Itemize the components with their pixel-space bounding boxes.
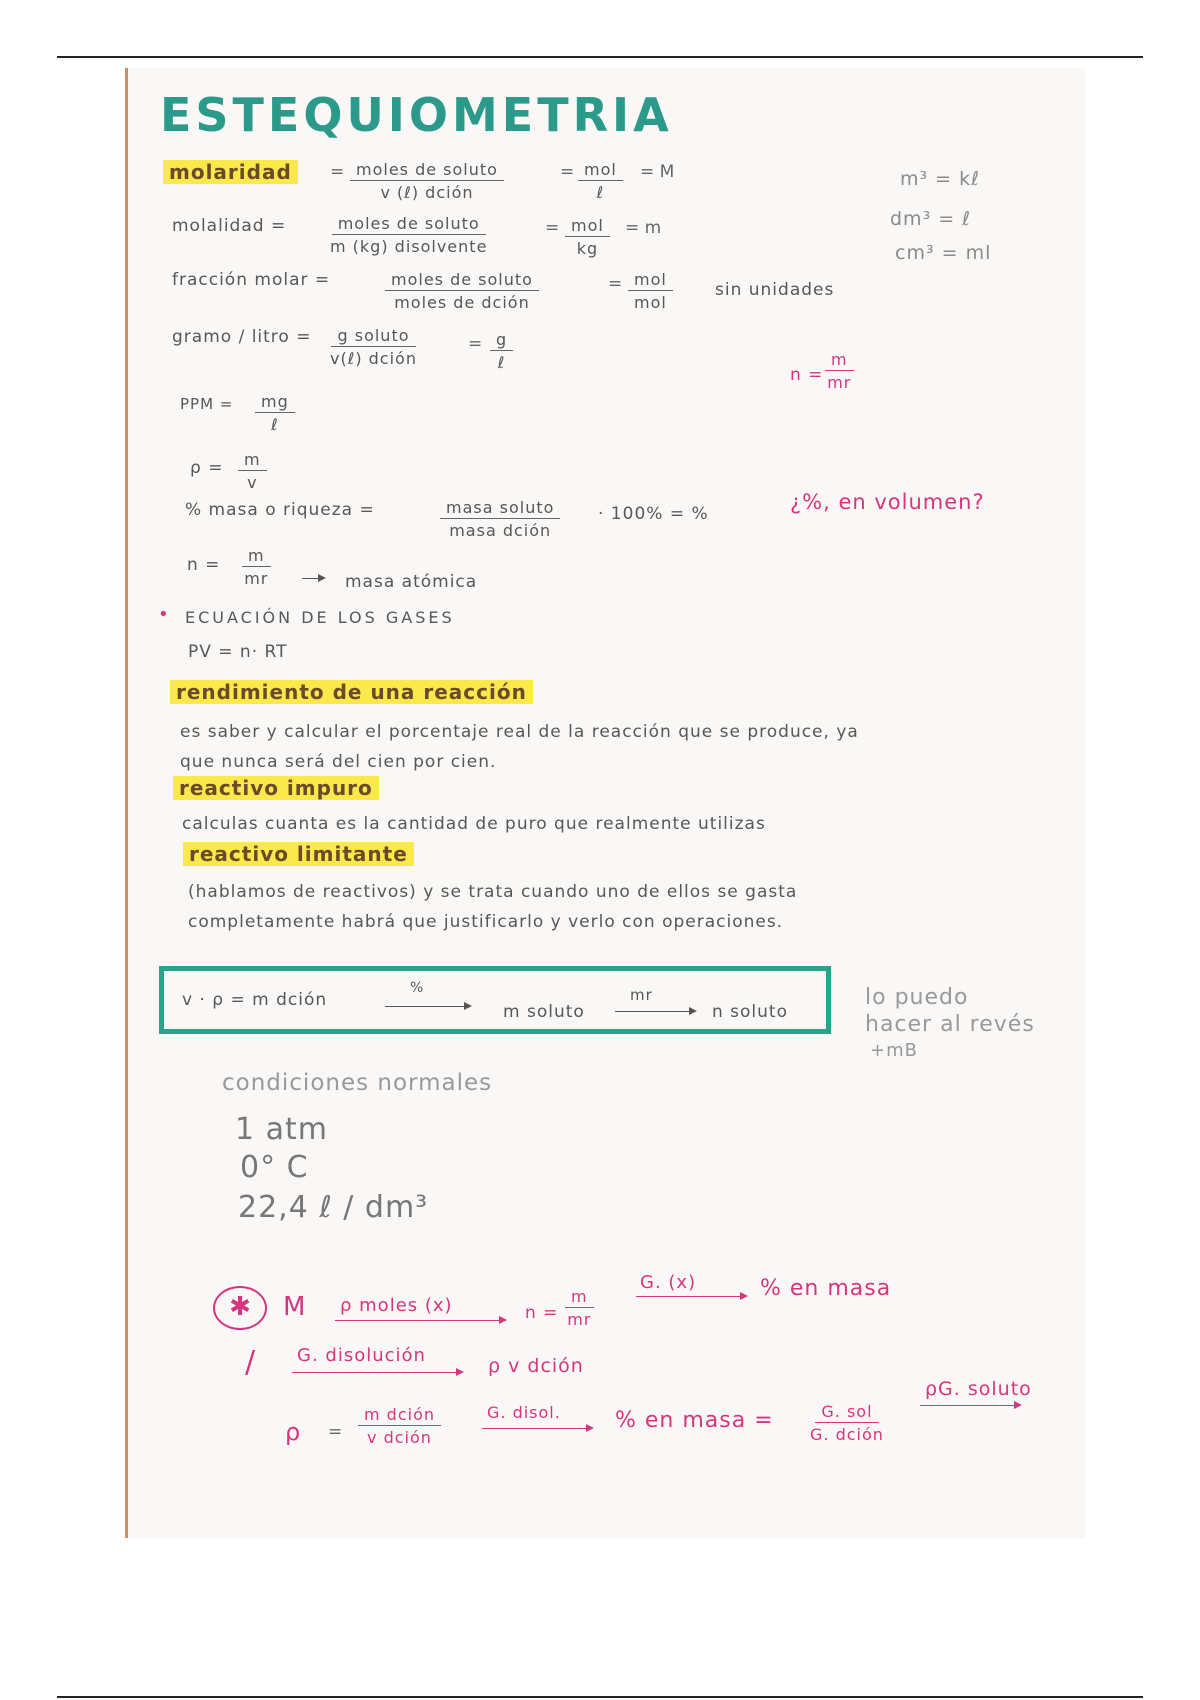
- densidad-label: ρ =: [190, 458, 224, 478]
- fraccion-fraction: moles de soluto moles de dción: [385, 270, 539, 312]
- arrow: [636, 1296, 746, 1297]
- unit-m3: m³ = kℓ: [900, 168, 980, 190]
- limitante-line1: (hablamos de reactivos) y se trata cuando uno de ellos se gasta: [188, 882, 798, 902]
- star-M: M: [283, 1292, 307, 1322]
- condiciones-heading: condiciones normales: [222, 1070, 493, 1096]
- rendimiento-line2: que nunca será del cien por cien.: [180, 752, 497, 772]
- fraccion-unit: mol mol: [628, 270, 673, 312]
- gases-formula: PV = n· RT: [188, 642, 288, 662]
- gases-heading: ECUACIÓN DE LOS GASES: [185, 608, 455, 627]
- molalidad-label: molalidad =: [172, 216, 287, 236]
- gramo-litro-label: gramo / litro =: [172, 327, 312, 347]
- arrow: [385, 1006, 470, 1007]
- bottom-rule: [57, 1696, 1143, 1698]
- star-rho: ρ: [285, 1418, 302, 1446]
- arrow: [920, 1405, 1020, 1406]
- equals: =: [328, 1422, 343, 1442]
- star-arrow1-label: ρ moles (x): [340, 1295, 453, 1316]
- riqueza-label: % masa o riqueza =: [185, 500, 375, 520]
- arrow: [302, 578, 324, 579]
- equals: =: [608, 274, 623, 294]
- star-rho-v: ρ v dción: [488, 1355, 584, 1377]
- star-slash: /: [245, 1345, 257, 1380]
- star-n-fraction: $\frac{m}{mr}$: [565, 1287, 594, 1329]
- riqueza-tail: · 100% = %: [598, 504, 709, 524]
- arrow: [292, 1372, 462, 1373]
- ppm-label: PPM =: [180, 395, 234, 413]
- gramo-litro-unit: g ℓ: [490, 330, 513, 372]
- molaridad-fraction: moles de soluto v (ℓ) dción: [350, 160, 504, 202]
- equals: =: [545, 218, 560, 238]
- star-arrow4-label: G. disol.: [487, 1403, 561, 1422]
- arrow: [335, 1320, 505, 1321]
- star-pct2: % en masa =: [615, 1408, 774, 1433]
- gramo-litro-fraction: g soluto v(ℓ) dción: [330, 326, 417, 368]
- densidad-fraction: $\frac{m}{v}$: [238, 450, 267, 492]
- limitante-heading: reactivo limitante: [183, 842, 414, 866]
- riqueza-question: ¿%, en volumen?: [790, 490, 985, 514]
- star-arrow3-label: G. disolución: [297, 1345, 426, 1366]
- star-rho-fraction: m dción v dción: [358, 1405, 441, 1447]
- condiciones-line1: 1 atm: [235, 1112, 328, 1147]
- molaridad-unit: mol ℓ: [578, 160, 623, 202]
- riqueza-fraction: masa soluto masa dción: [440, 498, 560, 540]
- side-note-line3: +mB: [870, 1040, 918, 1061]
- fraccion-tail: sin unidades: [715, 280, 835, 300]
- bullet: •: [158, 604, 170, 625]
- impuro-line1: calculas cuanta es la cantidad de puro que realmente utilizas: [182, 814, 766, 834]
- unit-cm3: cm³ = ml: [895, 242, 992, 264]
- box-end: n soluto: [712, 1002, 788, 1022]
- n-masa-fraction: $\frac{m}{mr}$: [242, 546, 271, 588]
- box-start: v · ρ = m dción: [182, 990, 328, 1010]
- n-masa-tail: masa atómica: [345, 572, 478, 592]
- top-rule: [57, 56, 1143, 58]
- side-note-line1: lo puedo: [865, 985, 969, 1010]
- fraccion-label: fracción molar =: [172, 270, 331, 290]
- molaridad-label: molaridad: [163, 160, 298, 184]
- arrow: [482, 1428, 592, 1429]
- ppm-fraction: mg ℓ: [255, 392, 295, 434]
- star-pct-fraction: G. sol G. dción: [810, 1402, 884, 1444]
- star-arrow2-label: G. (x): [640, 1272, 697, 1293]
- equals: =: [560, 162, 575, 182]
- box-arrow1-label: %: [410, 980, 425, 996]
- unit-dm3: dm³ = ℓ: [890, 208, 972, 230]
- molaridad-symbol: = M: [640, 162, 675, 182]
- box-arrow2-label: mr: [630, 986, 653, 1004]
- star-n-lhs: n =: [525, 1303, 559, 1323]
- arrow: [615, 1011, 695, 1012]
- condiciones-line2: 0° C: [240, 1150, 309, 1185]
- side-note-line2: hacer al revés: [865, 1012, 1035, 1037]
- molalidad-unit: mol kg: [565, 216, 610, 258]
- star-pct1: % en masa: [760, 1276, 892, 1301]
- n-right-lhs: n =: [790, 365, 824, 385]
- rendimiento-line1: es saber y calcular el porcentaje real de la reacción que se produce, ya: [180, 722, 859, 742]
- impuro-heading: reactivo impuro: [173, 776, 379, 800]
- n-masa-lhs: n =: [187, 555, 221, 575]
- n-right-fraction: $\frac{m}{mr}$: [825, 350, 854, 392]
- equals: =: [468, 334, 483, 354]
- page-title: ESTEQUIOMETRIA: [160, 88, 673, 142]
- rendimiento-heading: rendimiento de una reacción: [170, 680, 533, 704]
- condiciones-line3: 22,4 ℓ / dm³: [238, 1190, 429, 1225]
- asterisk-icon: ✱: [213, 1286, 267, 1330]
- box-mid: m soluto: [503, 1002, 585, 1022]
- molalidad-symbol: = m: [625, 218, 662, 238]
- star-arrow5-label: ρG. soluto: [925, 1378, 1032, 1400]
- molalidad-fraction: moles de soluto m (kg) disolvente: [330, 214, 488, 256]
- equals: =: [330, 162, 345, 182]
- limitante-line2: completamente habrá que justificarlo y verlo con operaciones.: [188, 912, 784, 932]
